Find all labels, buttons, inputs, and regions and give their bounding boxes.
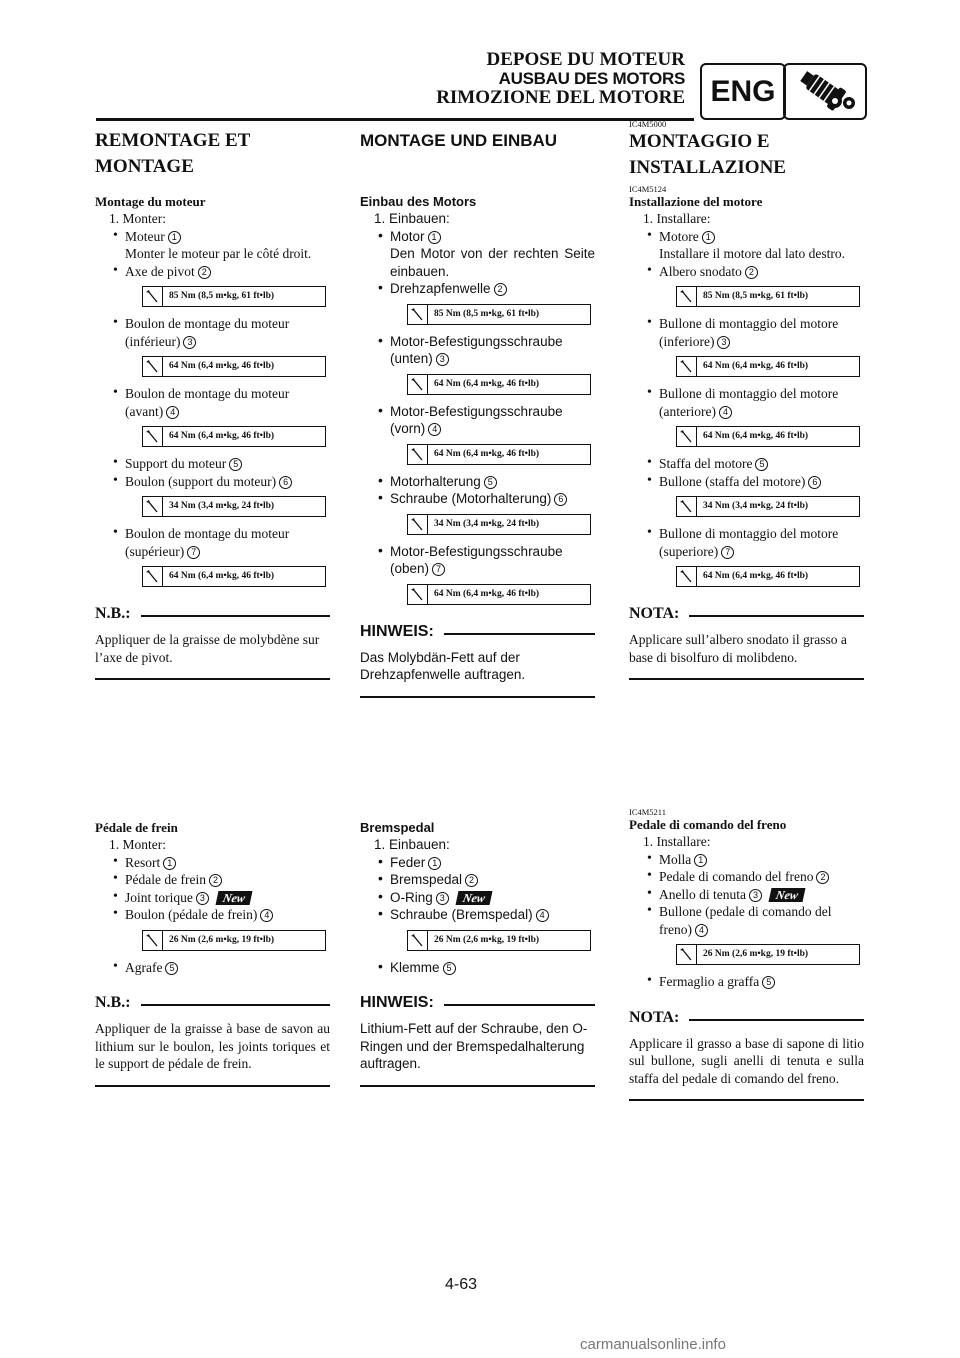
list-item: • Motore 1 — [629, 228, 864, 246]
step-label: 1. Einbauen: — [374, 837, 450, 852]
doc-code: IC4M5124 — [629, 184, 667, 194]
step-label: 1. Einbauen: — [374, 211, 450, 226]
list-item: • Schraube (Bremspedal) 4 — [360, 906, 595, 924]
list-item: • Bullone (staffa del motore) 6 — [629, 473, 864, 491]
list-item: • Resort 1 — [95, 854, 330, 872]
column-german-brake — [360, 820, 595, 1087]
subsection-title: Montage du moteur — [95, 194, 206, 209]
list-item-note: Den Motor von der rechten Seite einbauen. — [390, 246, 595, 279]
list-item: • Bullone di montaggio del motore (inferiore) 3 — [629, 315, 864, 350]
column-italian — [629, 120, 864, 680]
note-header: HINWEIS: — [360, 994, 595, 1012]
list-item: • Drehzapfenwelle 2 — [360, 280, 595, 298]
wrench-icon — [408, 931, 428, 950]
list-item: • Motor-Befestigungsschraube (vorn) 4 — [360, 403, 595, 438]
subsection-title: Einbau des Motors — [360, 194, 477, 209]
step-label: 1. Installare: — [643, 211, 711, 226]
list-item: • Feder 1 — [360, 854, 595, 872]
eng-badge: ENG — [700, 63, 786, 120]
note-text: Das Molybdän-Fett auf der Drehzapfenwelle auftragen. — [360, 649, 526, 682]
list-item: • Bullone (pedale di comando del freno) 4 — [629, 903, 864, 938]
wrench-icon — [408, 305, 428, 324]
list-item: • Staffa del motore 5 — [629, 455, 864, 473]
wrench-icon — [143, 427, 163, 446]
list-item: • Boulon de montage du moteur (avant) 4 — [95, 385, 330, 420]
list-item: • Boulon (pédale de frein) 4 — [95, 906, 330, 924]
wrench-icon — [677, 427, 697, 446]
note-text: Applicare sull’albero snodato il grasso a base di bisolfuro di molibdeno. — [629, 632, 847, 665]
list-item: • Joint torique 3 New — [95, 889, 330, 907]
subsection-title: Installazione del motore — [629, 194, 763, 209]
torque-spec: 64 Nm (6,4 m•kg, 46 ft•lb) — [676, 356, 860, 377]
page-number: 4-63 — [445, 1276, 478, 1293]
doc-code: IC4M5211 — [629, 807, 666, 817]
list-item: • Bremspedal 2 — [360, 871, 595, 889]
torque-spec: 26 Nm (2,6 m•kg, 19 ft•lb) — [407, 930, 591, 951]
torque-spec: 34 Nm (3,4 m•kg, 24 ft•lb) — [142, 496, 326, 517]
wrench-icon — [677, 945, 697, 964]
list-item: • Agrafe 5 — [95, 959, 330, 977]
list-item: • Motor 1 — [360, 228, 595, 246]
column-german — [360, 128, 595, 698]
torque-spec: 64 Nm (6,4 m•kg, 46 ft•lb) — [676, 426, 860, 447]
note-rule — [629, 1099, 864, 1101]
section-title: MONTAGE UND EINBAU — [360, 131, 558, 150]
list-item: • Support du moteur 5 — [95, 455, 330, 473]
header-title-de: AUSBAU DES MOTORS — [498, 69, 685, 88]
note-header: HINWEIS: — [360, 623, 595, 641]
note-rule — [95, 1085, 330, 1087]
torque-spec: 85 Nm (8,5 m•kg, 61 ft•lb) — [142, 286, 326, 307]
list-item: • Anello di tenuta 3 New — [629, 886, 864, 904]
column-french — [95, 128, 330, 680]
list-item: • Motorhalterung 5 — [360, 473, 595, 491]
list-item: • Axe de pivot 2 — [95, 263, 330, 281]
wrench-icon — [408, 585, 428, 604]
watermark: carmanualsonline.info — [580, 1336, 726, 1353]
subsection-title: Pedale di comando del freno — [629, 817, 787, 832]
subsection-title: Pédale de frein — [95, 820, 178, 835]
new-badge: New — [455, 891, 492, 905]
torque-spec: 64 Nm (6,4 m•kg, 46 ft•lb) — [407, 584, 591, 605]
wrench-icon — [143, 931, 163, 950]
wrench-icon — [677, 497, 697, 516]
wrench-icon — [677, 567, 697, 586]
wrench-icon — [408, 445, 428, 464]
wrench-icon — [408, 515, 428, 534]
note-header: N.B.: — [95, 994, 330, 1012]
wrench-icon — [408, 375, 428, 394]
wrench-icon — [677, 357, 697, 376]
torque-spec: 34 Nm (3,4 m•kg, 24 ft•lb) — [407, 514, 591, 535]
section-title: REMONTAGE ET MONTAGE — [95, 130, 251, 177]
list-item: • Albero snodato 2 — [629, 263, 864, 281]
list-item: • Pedale di comando del freno 2 — [629, 868, 864, 886]
wrench-icon — [143, 357, 163, 376]
note-header: NOTA: — [629, 605, 864, 623]
list-item: • O-Ring 3 New — [360, 889, 595, 907]
list-item: • Fermaglio a graffa 5 — [629, 973, 864, 991]
note-text: Applicare il grasso a base di sapone di litio sul bullone, sugli anelli di tenuta e sulla staffa del pedale di comando del freno. — [629, 1035, 864, 1086]
list-item: • Boulon (support du moteur) 6 — [95, 473, 330, 491]
wrench-icon — [677, 287, 697, 306]
wrench-icon — [143, 497, 163, 516]
list-item: • Klemme 5 — [360, 959, 595, 977]
list-item: • Bullone di montaggio del motore (superiore) 7 — [629, 525, 864, 560]
note-rule — [95, 678, 330, 680]
column-italian-brake — [629, 808, 864, 1101]
note-text: Appliquer de la graisse de molybdène sur l’axe de pivot. — [95, 632, 320, 665]
subsection-title: Bremspedal — [360, 820, 435, 835]
list-item: • Boulon de montage du moteur (inférieur) 3 — [95, 315, 330, 350]
wrench-icon — [143, 567, 163, 586]
torque-spec: 26 Nm (2,6 m•kg, 19 ft•lb) — [676, 944, 860, 965]
wrench-icon — [143, 287, 163, 306]
header-title-it: RIMOZIONE DEL MOTORE — [436, 87, 685, 108]
engine-icon — [783, 63, 867, 120]
new-badge: New — [768, 888, 805, 902]
list-item: • Motor-Befestigungsschraube (oben) 7 — [360, 543, 595, 578]
step-label: 1. Installare: — [643, 834, 711, 849]
torque-spec: 34 Nm (3,4 m•kg, 24 ft•lb) — [676, 496, 860, 517]
doc-code: IC4M5000 — [629, 119, 667, 129]
note-rule — [360, 1085, 595, 1087]
header-title-fr: DEPOSE DU MOTEUR — [486, 49, 685, 70]
list-item: • Motor-Befestigungsschraube (unten) 3 — [360, 333, 595, 368]
note-text: Appliquer de la graisse à base de savon au lithium sur le boulon, les joints toriques et le support de pédale de frein. — [95, 1021, 330, 1071]
note-header: NOTA: — [629, 1009, 864, 1027]
section-title: MONTAGGIO E INSTALLAZIONE — [629, 131, 786, 178]
step-label: 1. Monter: — [109, 211, 166, 226]
list-item: • Molla 1 — [629, 851, 864, 869]
torque-spec: 64 Nm (6,4 m•kg, 46 ft•lb) — [676, 566, 860, 587]
new-badge: New — [215, 891, 252, 905]
note-rule — [629, 678, 864, 680]
header-rule — [96, 118, 694, 121]
torque-spec: 64 Nm (6,4 m•kg, 46 ft•lb) — [407, 374, 591, 395]
torque-spec: 64 Nm (6,4 m•kg, 46 ft•lb) — [142, 426, 326, 447]
note-text: Lithium-Fett auf der Schraube, den O-Ringen und der Bremspedalhalterung auftragen. — [360, 1021, 588, 1071]
torque-spec: 85 Nm (8,5 m•kg, 61 ft•lb) — [676, 286, 860, 307]
page-header — [420, 50, 685, 107]
list-item: • Moteur 1 — [95, 228, 330, 246]
step-label: 1. Monter: — [109, 837, 166, 852]
list-item: • Schraube (Motorhalterung) 6 — [360, 490, 595, 508]
torque-spec: 85 Nm (8,5 m•kg, 61 ft•lb) — [407, 304, 591, 325]
list-item: • Pédale de frein 2 — [95, 871, 330, 889]
torque-spec: 64 Nm (6,4 m•kg, 46 ft•lb) — [142, 356, 326, 377]
note-header: N.B.: — [95, 605, 330, 623]
list-item: • Bullone di montaggio del motore (anteriore) 4 — [629, 385, 864, 420]
torque-spec: 64 Nm (6,4 m•kg, 46 ft•lb) — [407, 444, 591, 465]
torque-spec: 64 Nm (6,4 m•kg, 46 ft•lb) — [142, 566, 326, 587]
torque-spec: 26 Nm (2,6 m•kg, 19 ft•lb) — [142, 930, 326, 951]
list-item: • Boulon de montage du moteur (supérieur) 7 — [95, 525, 330, 560]
list-item-note: Installare il motore dal lato destro. — [659, 246, 845, 261]
column-french-brake — [95, 820, 330, 1087]
note-rule — [360, 696, 595, 698]
list-item-note: Monter le moteur par le côté droit. — [125, 246, 312, 261]
